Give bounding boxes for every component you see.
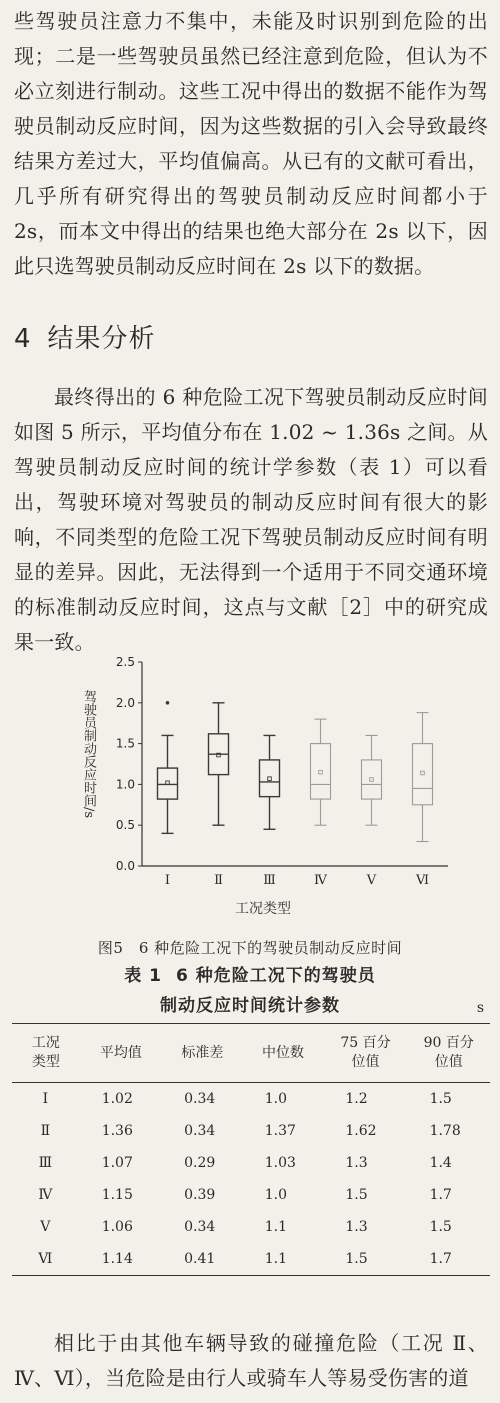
table-cell: 1.62: [345, 1123, 377, 1139]
table-header-row: [12, 1024, 490, 1083]
box-mean: [268, 777, 272, 781]
header-line-2: 类型: [31, 1054, 60, 1070]
box-mean: [370, 778, 374, 782]
section-title: 结果分析: [47, 324, 156, 354]
table-cell: 1.7: [429, 1251, 452, 1267]
section-number: 4: [14, 324, 32, 354]
table-header-cell: [162, 1024, 243, 1083]
table-header-cell: [408, 1024, 490, 1083]
box-iqr: [158, 768, 178, 799]
y-tick-label: 0.0: [115, 859, 135, 873]
table-cell: 1.02: [101, 1091, 133, 1107]
box-iqr: [413, 744, 433, 805]
x-tick-label: Ⅲ: [263, 873, 276, 888]
x-axis-label: 工况类型: [235, 901, 291, 917]
box-iqr: [362, 760, 382, 799]
table-cell: Ⅲ: [38, 1155, 53, 1171]
y-axis-label: 驾驶员制动反应时间/s: [81, 690, 96, 819]
figure-caption: 图5 6 种危险工况下的驾驶员制动反应时间: [97, 939, 403, 957]
table-cell: 1.4: [429, 1155, 452, 1171]
table-row: [12, 1083, 490, 1116]
box-mean: [319, 770, 323, 774]
table-cell: 0.39: [184, 1187, 216, 1203]
table-cell: 1.0: [264, 1187, 287, 1203]
header-line-1: 中位数: [262, 1044, 305, 1061]
table-cell: 1.06: [101, 1219, 133, 1235]
table-cell: 1.15: [101, 1187, 133, 1203]
table-unit: s: [476, 1000, 484, 1016]
stats-table: [12, 1023, 490, 1276]
table-cell: 1.5: [345, 1251, 368, 1267]
table-cell: 0.34: [184, 1219, 216, 1235]
table-row: [12, 1147, 490, 1179]
table-cell: 1.5: [429, 1219, 452, 1235]
table-cell: 1.0: [264, 1091, 287, 1107]
table-cell: Ⅳ: [38, 1187, 53, 1203]
x-tick-label: Ⅳ: [314, 873, 327, 888]
table-cell: 1.1: [264, 1251, 287, 1267]
table-row: [12, 1179, 490, 1211]
table-cell: Ⅱ: [40, 1123, 51, 1139]
table-cell: Ⅴ: [40, 1219, 51, 1235]
table-cell: 1.2: [345, 1091, 368, 1107]
table-cell: 0.34: [184, 1123, 216, 1139]
table-cell: 1.14: [101, 1251, 133, 1267]
table-cell: 1.78: [429, 1123, 461, 1139]
table-body: [12, 1083, 490, 1276]
header-line-1: 标准差: [181, 1044, 224, 1061]
x-tick-label: Ⅱ: [214, 873, 223, 888]
table-row: [12, 1115, 490, 1147]
boxplot-figure: [60, 650, 460, 950]
y-tick-label: 2.5: [115, 655, 135, 669]
header-line-1: 90 百分: [423, 1035, 474, 1051]
table-title-line-2: 制动反应时间统计参数: [160, 996, 340, 1016]
table-cell: 1.1: [264, 1219, 287, 1235]
header-line-2: 位值: [351, 1054, 380, 1070]
box-iqr: [260, 760, 280, 797]
table-cell: 0.41: [184, 1251, 216, 1267]
table-row: [12, 1211, 490, 1243]
y-tick-label: 1.5: [115, 736, 135, 751]
table-cell: 1.03: [264, 1155, 296, 1171]
table-number: 表 1: [124, 966, 162, 986]
table-cell: 1.3: [345, 1155, 368, 1171]
header-line-1: 75 百分: [340, 1035, 391, 1051]
table-cell: 1.07: [101, 1155, 133, 1171]
paragraph-3: 相比于由其他车辆导致的碰撞危险（工况 Ⅱ、Ⅳ、Ⅵ），当危险是由行人或骑车人等易受伤害的道: [14, 1331, 488, 1390]
y-tick-label: 1.0: [115, 777, 135, 792]
header-line-2: 位值: [434, 1054, 463, 1070]
box-outlier: [166, 701, 170, 705]
table-header-cell: [12, 1024, 80, 1083]
table-title-line-1: [0, 961, 500, 986]
table-cell: Ⅰ: [42, 1091, 49, 1107]
x-tick-label: Ⅰ: [164, 873, 171, 888]
y-tick-label: 0.5: [115, 818, 135, 833]
table-row: [12, 1243, 490, 1276]
table-header-cell: [80, 1024, 162, 1083]
paragraph-1: 些驾驶员注意力不集中，未能及时识别到危险的出现；二是一些驾驶员虽然已经注意到危险，但认为不必立刻进行制动。这些工况中得出的数据不能作为驾驶员制动反应时间，因为这些数据的引入会导致最终结果方差过大，平均值偏高。从已有的文献可看出，几乎所有研究得出的驾驶员制动反应时间都小于 2s，而本文中得出的结果也绝大部分在 2s 以下，因此只选驾驶员制动反应时间在 2s 以下的数据。: [14, 9, 488, 278]
table-cell: Ⅵ: [38, 1251, 53, 1267]
x-tick-label: Ⅵ: [415, 873, 430, 888]
x-tick-label: Ⅴ: [366, 873, 377, 888]
table-cell: 1.7: [429, 1187, 452, 1203]
table-cell: 1.5: [429, 1091, 452, 1107]
header-line-1: 工况: [31, 1035, 60, 1051]
header-line-1: 平均值: [99, 1044, 142, 1061]
y-tick-label: 2.0: [115, 695, 135, 710]
table-cell: 0.29: [184, 1155, 216, 1171]
table-cell: 1.36: [101, 1123, 133, 1139]
paragraph-2: 最终得出的 6 种危险工况下驾驶员制动反应时间如图 5 所示，平均值分布在 1.02 ~ 1.36s 之间。从驾驶员制动反应时间的统计学参数（表 1）可以看出，驾驶环境对驾驶员的制动反应时间有很大的影响，不同类型的危险工况下驾驶员制动反应时间有明显的差异。因此，无法得到一个适用于不同交通环境的标准制动反应时间，这点与文献［2］中的研究成果一致。: [14, 385, 488, 654]
boxplot-chart: [60, 650, 460, 900]
section-heading: [14, 318, 156, 355]
table-cell: 1.5: [345, 1187, 368, 1203]
box-mean: [421, 771, 425, 775]
table-cell: 1.37: [264, 1123, 296, 1139]
box-iqr: [311, 744, 331, 799]
table-cell: 1.3: [345, 1219, 368, 1235]
table-header-cell: [323, 1024, 407, 1083]
table-title-text-1: 6 种危险工况下的驾驶员: [176, 966, 376, 986]
table-cell: 0.34: [184, 1091, 216, 1107]
table-header-cell: [243, 1024, 324, 1083]
